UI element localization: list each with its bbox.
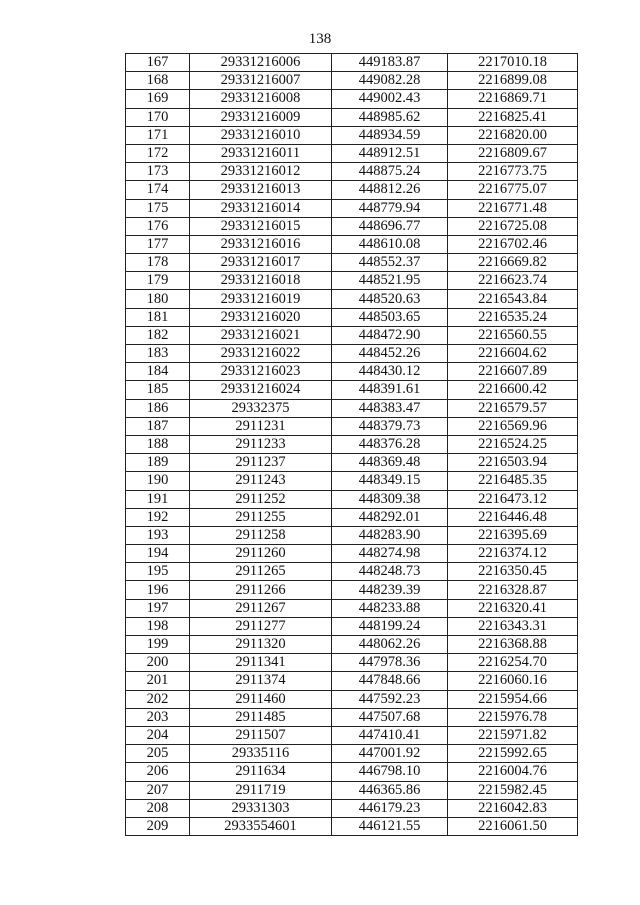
x-coordinate-cell: 446179.23 xyxy=(332,799,448,817)
x-coordinate-cell: 448779.94 xyxy=(332,199,448,217)
y-coordinate-cell: 2216899.08 xyxy=(448,72,578,90)
table-row xyxy=(126,745,578,763)
y-coordinate-cell: 2216725.08 xyxy=(448,217,578,235)
x-coordinate-cell: 447848.66 xyxy=(332,672,448,690)
coordinate-table xyxy=(125,53,578,836)
x-coordinate-cell: 446121.55 xyxy=(332,817,448,835)
x-coordinate-cell: 447592.23 xyxy=(332,690,448,708)
x-coordinate-cell: 448309.38 xyxy=(332,490,448,508)
y-coordinate-cell: 2216061.50 xyxy=(448,817,578,835)
row-number-cell: 209 xyxy=(126,817,190,835)
row-number-cell: 179 xyxy=(126,272,190,290)
point-id-cell: 2933554601 xyxy=(190,817,332,835)
table-row xyxy=(126,417,578,435)
x-coordinate-cell: 446365.86 xyxy=(332,781,448,799)
point-id-cell: 2911320 xyxy=(190,636,332,654)
row-number-cell: 200 xyxy=(126,654,190,672)
point-id-cell: 2911460 xyxy=(190,690,332,708)
row-number-cell: 183 xyxy=(126,345,190,363)
table-row xyxy=(126,217,578,235)
point-id-cell: 2911255 xyxy=(190,508,332,526)
point-id-cell: 29331216017 xyxy=(190,254,332,272)
row-number-cell: 187 xyxy=(126,417,190,435)
table-row xyxy=(126,490,578,508)
point-id-cell: 29331216012 xyxy=(190,163,332,181)
y-coordinate-cell: 2217010.18 xyxy=(448,54,578,72)
table-row xyxy=(126,690,578,708)
x-coordinate-cell: 448520.63 xyxy=(332,290,448,308)
y-coordinate-cell: 2216343.31 xyxy=(448,617,578,635)
point-id-cell: 2911252 xyxy=(190,490,332,508)
point-id-cell: 29331216015 xyxy=(190,217,332,235)
y-coordinate-cell: 2216869.71 xyxy=(448,90,578,108)
point-id-cell: 29331216024 xyxy=(190,381,332,399)
y-coordinate-cell: 2216809.67 xyxy=(448,144,578,162)
point-id-cell: 29331216006 xyxy=(190,54,332,72)
x-coordinate-cell: 446798.10 xyxy=(332,763,448,781)
point-id-cell: 2911231 xyxy=(190,417,332,435)
table-row xyxy=(126,799,578,817)
y-coordinate-cell: 2216503.94 xyxy=(448,454,578,472)
point-id-cell: 29331216013 xyxy=(190,181,332,199)
x-coordinate-cell: 448391.61 xyxy=(332,381,448,399)
x-coordinate-cell: 448376.28 xyxy=(332,435,448,453)
point-id-cell: 29331216007 xyxy=(190,72,332,90)
point-id-cell: 29331216021 xyxy=(190,326,332,344)
y-coordinate-cell: 2216543.84 xyxy=(448,290,578,308)
row-number-cell: 198 xyxy=(126,617,190,635)
y-coordinate-cell: 2215971.82 xyxy=(448,726,578,744)
table-row xyxy=(126,308,578,326)
x-coordinate-cell: 447410.41 xyxy=(332,726,448,744)
row-number-cell: 176 xyxy=(126,217,190,235)
table-row xyxy=(126,454,578,472)
x-coordinate-cell: 448503.65 xyxy=(332,308,448,326)
table-row xyxy=(126,708,578,726)
y-coordinate-cell: 2216368.88 xyxy=(448,636,578,654)
row-number-cell: 175 xyxy=(126,199,190,217)
row-number-cell: 188 xyxy=(126,435,190,453)
row-number-cell: 194 xyxy=(126,545,190,563)
row-number-cell: 191 xyxy=(126,490,190,508)
x-coordinate-cell: 448812.26 xyxy=(332,181,448,199)
point-id-cell: 2911341 xyxy=(190,654,332,672)
point-id-cell: 2911267 xyxy=(190,599,332,617)
x-coordinate-cell: 448062.26 xyxy=(332,636,448,654)
table-row xyxy=(126,54,578,72)
x-coordinate-cell: 448472.90 xyxy=(332,326,448,344)
row-number-cell: 169 xyxy=(126,90,190,108)
table-row xyxy=(126,254,578,272)
x-coordinate-cell: 448239.39 xyxy=(332,581,448,599)
x-coordinate-cell: 447507.68 xyxy=(332,708,448,726)
point-id-cell: 29331216020 xyxy=(190,308,332,326)
point-id-cell: 29331216022 xyxy=(190,345,332,363)
page-number: 138 xyxy=(308,31,332,47)
table-row xyxy=(126,399,578,417)
table-row xyxy=(126,545,578,563)
y-coordinate-cell: 2216607.89 xyxy=(448,363,578,381)
y-coordinate-cell: 2216328.87 xyxy=(448,581,578,599)
row-number-cell: 171 xyxy=(126,126,190,144)
row-number-cell: 190 xyxy=(126,472,190,490)
point-id-cell: 2911265 xyxy=(190,563,332,581)
y-coordinate-cell: 2216579.57 xyxy=(448,399,578,417)
table-row xyxy=(126,599,578,617)
y-coordinate-cell: 2216604.62 xyxy=(448,345,578,363)
y-coordinate-cell: 2216702.46 xyxy=(448,235,578,253)
table-row xyxy=(126,163,578,181)
point-id-cell: 29331216016 xyxy=(190,235,332,253)
y-coordinate-cell: 2215976.78 xyxy=(448,708,578,726)
table-row xyxy=(126,181,578,199)
point-id-cell: 29331216011 xyxy=(190,144,332,162)
y-coordinate-cell: 2215992.65 xyxy=(448,745,578,763)
row-number-cell: 185 xyxy=(126,381,190,399)
x-coordinate-cell: 448383.47 xyxy=(332,399,448,417)
y-coordinate-cell: 2216773.75 xyxy=(448,163,578,181)
x-coordinate-cell: 448934.59 xyxy=(332,126,448,144)
row-number-cell: 197 xyxy=(126,599,190,617)
y-coordinate-cell: 2216775.07 xyxy=(448,181,578,199)
x-coordinate-cell: 448521.95 xyxy=(332,272,448,290)
point-id-cell: 2911260 xyxy=(190,545,332,563)
y-coordinate-cell: 2216473.12 xyxy=(448,490,578,508)
point-id-cell: 29331216010 xyxy=(190,126,332,144)
y-coordinate-cell: 2216560.55 xyxy=(448,326,578,344)
table-row xyxy=(126,435,578,453)
y-coordinate-cell: 2216254.70 xyxy=(448,654,578,672)
table-row xyxy=(126,726,578,744)
table-row xyxy=(126,345,578,363)
row-number-cell: 180 xyxy=(126,290,190,308)
table-row xyxy=(126,781,578,799)
row-number-cell: 184 xyxy=(126,363,190,381)
table-row xyxy=(126,636,578,654)
point-id-cell: 2911634 xyxy=(190,763,332,781)
point-id-cell: 2911277 xyxy=(190,617,332,635)
y-coordinate-cell: 2216623.74 xyxy=(448,272,578,290)
point-id-cell: 29331216023 xyxy=(190,363,332,381)
y-coordinate-cell: 2216600.42 xyxy=(448,381,578,399)
row-number-cell: 181 xyxy=(126,308,190,326)
row-number-cell: 172 xyxy=(126,144,190,162)
y-coordinate-cell: 2215982.45 xyxy=(448,781,578,799)
row-number-cell: 178 xyxy=(126,254,190,272)
point-id-cell: 29331216014 xyxy=(190,199,332,217)
point-id-cell: 2911266 xyxy=(190,581,332,599)
point-id-cell: 2911374 xyxy=(190,672,332,690)
point-id-cell: 29332375 xyxy=(190,399,332,417)
point-id-cell: 2911258 xyxy=(190,526,332,544)
y-coordinate-cell: 2216374.12 xyxy=(448,545,578,563)
coordinate-table-body xyxy=(126,54,578,836)
point-id-cell: 2911233 xyxy=(190,435,332,453)
y-coordinate-cell: 2216320.41 xyxy=(448,599,578,617)
x-coordinate-cell: 448430.12 xyxy=(332,363,448,381)
table-row xyxy=(126,817,578,835)
table-row xyxy=(126,126,578,144)
row-number-cell: 174 xyxy=(126,181,190,199)
table-row xyxy=(126,72,578,90)
row-number-cell: 182 xyxy=(126,326,190,344)
row-number-cell: 173 xyxy=(126,163,190,181)
table-row xyxy=(126,272,578,290)
table-row xyxy=(126,581,578,599)
y-coordinate-cell: 2216004.76 xyxy=(448,763,578,781)
row-number-cell: 207 xyxy=(126,781,190,799)
table-row xyxy=(126,617,578,635)
x-coordinate-cell: 448292.01 xyxy=(332,508,448,526)
point-id-cell: 29331216018 xyxy=(190,272,332,290)
table-row xyxy=(126,654,578,672)
point-id-cell: 2911237 xyxy=(190,454,332,472)
table-row xyxy=(126,144,578,162)
x-coordinate-cell: 448875.24 xyxy=(332,163,448,181)
table-row xyxy=(126,363,578,381)
table-row xyxy=(126,672,578,690)
row-number-cell: 189 xyxy=(126,454,190,472)
row-number-cell: 168 xyxy=(126,72,190,90)
y-coordinate-cell: 2216395.69 xyxy=(448,526,578,544)
table-row xyxy=(126,108,578,126)
y-coordinate-cell: 2216569.96 xyxy=(448,417,578,435)
x-coordinate-cell: 448369.48 xyxy=(332,454,448,472)
y-coordinate-cell: 2216060.16 xyxy=(448,672,578,690)
point-id-cell: 29331303 xyxy=(190,799,332,817)
table-row xyxy=(126,381,578,399)
y-coordinate-cell: 2216485.35 xyxy=(448,472,578,490)
x-coordinate-cell: 448912.51 xyxy=(332,144,448,162)
x-coordinate-cell: 448283.90 xyxy=(332,526,448,544)
point-id-cell: 2911719 xyxy=(190,781,332,799)
y-coordinate-cell: 2216771.48 xyxy=(448,199,578,217)
table-row xyxy=(126,90,578,108)
row-number-cell: 201 xyxy=(126,672,190,690)
table-row xyxy=(126,199,578,217)
row-number-cell: 208 xyxy=(126,799,190,817)
row-number-cell: 195 xyxy=(126,563,190,581)
x-coordinate-cell: 448696.77 xyxy=(332,217,448,235)
row-number-cell: 205 xyxy=(126,745,190,763)
y-coordinate-cell: 2216820.00 xyxy=(448,126,578,144)
row-number-cell: 167 xyxy=(126,54,190,72)
x-coordinate-cell: 448552.37 xyxy=(332,254,448,272)
point-id-cell: 29331216008 xyxy=(190,90,332,108)
y-coordinate-cell: 2216524.25 xyxy=(448,435,578,453)
point-id-cell: 29335116 xyxy=(190,745,332,763)
point-id-cell: 2911485 xyxy=(190,708,332,726)
table-row xyxy=(126,563,578,581)
y-coordinate-cell: 2216825.41 xyxy=(448,108,578,126)
table-row xyxy=(126,508,578,526)
x-coordinate-cell: 449002.43 xyxy=(332,90,448,108)
y-coordinate-cell: 2216042.83 xyxy=(448,799,578,817)
table-row xyxy=(126,326,578,344)
x-coordinate-cell: 448274.98 xyxy=(332,545,448,563)
x-coordinate-cell: 448199.24 xyxy=(332,617,448,635)
row-number-cell: 186 xyxy=(126,399,190,417)
x-coordinate-cell: 447978.36 xyxy=(332,654,448,672)
table-row xyxy=(126,472,578,490)
x-coordinate-cell: 448349.15 xyxy=(332,472,448,490)
point-id-cell: 2911507 xyxy=(190,726,332,744)
y-coordinate-cell: 2216446.48 xyxy=(448,508,578,526)
row-number-cell: 177 xyxy=(126,235,190,253)
x-coordinate-cell: 449183.87 xyxy=(332,54,448,72)
point-id-cell: 2911243 xyxy=(190,472,332,490)
x-coordinate-cell: 447001.92 xyxy=(332,745,448,763)
x-coordinate-cell: 448233.88 xyxy=(332,599,448,617)
row-number-cell: 170 xyxy=(126,108,190,126)
row-number-cell: 203 xyxy=(126,708,190,726)
table-row xyxy=(126,526,578,544)
table-row xyxy=(126,290,578,308)
row-number-cell: 193 xyxy=(126,526,190,544)
row-number-cell: 202 xyxy=(126,690,190,708)
table-row xyxy=(126,763,578,781)
row-number-cell: 196 xyxy=(126,581,190,599)
row-number-cell: 199 xyxy=(126,636,190,654)
x-coordinate-cell: 448248.73 xyxy=(332,563,448,581)
x-coordinate-cell: 449082.28 xyxy=(332,72,448,90)
table-row xyxy=(126,235,578,253)
x-coordinate-cell: 448379.73 xyxy=(332,417,448,435)
point-id-cell: 29331216019 xyxy=(190,290,332,308)
x-coordinate-cell: 448985.62 xyxy=(332,108,448,126)
point-id-cell: 29331216009 xyxy=(190,108,332,126)
row-number-cell: 204 xyxy=(126,726,190,744)
y-coordinate-cell: 2216350.45 xyxy=(448,563,578,581)
y-coordinate-cell: 2216535.24 xyxy=(448,308,578,326)
x-coordinate-cell: 448452.26 xyxy=(332,345,448,363)
row-number-cell: 192 xyxy=(126,508,190,526)
row-number-cell: 206 xyxy=(126,763,190,781)
y-coordinate-cell: 2216669.82 xyxy=(448,254,578,272)
y-coordinate-cell: 2215954.66 xyxy=(448,690,578,708)
x-coordinate-cell: 448610.08 xyxy=(332,235,448,253)
